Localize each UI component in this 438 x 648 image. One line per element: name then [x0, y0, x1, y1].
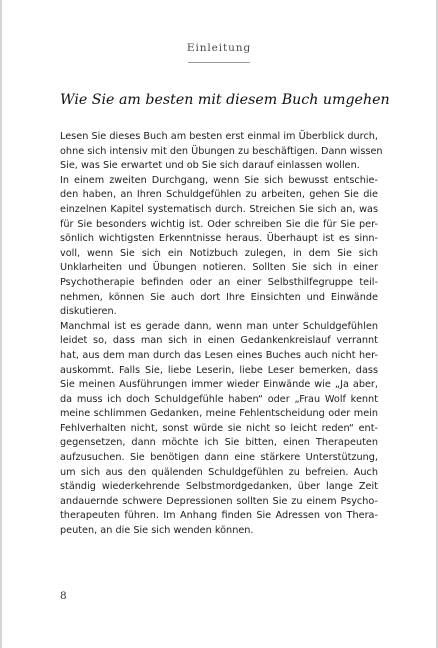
text-line: leidet so, dass man sich in einen Gedankenkreislauf verrannt [60, 335, 378, 347]
text-line: da muss ich doch Schuldgefühle haben“ oder „Frau Wolf kennt [60, 393, 378, 405]
page-number: 8 [60, 590, 67, 602]
text-line: ständig wiederkehrende Selbstmordgedanken, über lange Zeit [60, 481, 378, 493]
text-line: Psychotherapie befinden oder an einer Selbsthilfegruppe teil- [60, 276, 378, 288]
running-head: Einleitung [186, 42, 252, 54]
text-line: Sie, was Sie erwartet und ob Sie sich darauf einlassen wollen. [60, 160, 360, 172]
text-line: einzelnen Kapitel systematisch durch. Streichen Sie sich an, was [60, 203, 378, 215]
text-line: aufzusuchen. Sie benötigen dann eine stärkere Unterstützung, [60, 452, 378, 464]
text-line: für Sie besonders wichtig ist. Oder schreiben Sie die für Sie per- [60, 218, 378, 230]
running-head-rule [188, 62, 250, 63]
text-line: diskutieren. [60, 306, 117, 318]
text-line: andauernde schwere Depressionen sollten Sie zu einem Psycho- [60, 495, 378, 507]
text-line: den haben, an Ihren Schuldgefühlen zu arbeiten, gehen Sie die [60, 189, 378, 201]
text-line: um sich aus den quälenden Schuldgefühlen zu befreien. Auch [60, 466, 378, 478]
text-line: voll, wenn Sie sich ein Notizbuch zulegen, in dem Sie sich [60, 247, 378, 259]
text-line: Manchmal ist es gerade dann, wenn man unter Schuldgefühlen [60, 320, 378, 332]
text-line: peuten, an die Sie sich wenden können. [60, 525, 254, 537]
text-line: gegensetzen, dann möchte ich Sie bitten, einen Therapeuten [60, 437, 378, 449]
text-line: Unklarheiten und Übungen notieren. Sollten Sie sich in einer [60, 262, 378, 274]
text-line: hat, aus dem man durch das Lesen eines Buches auch nicht her- [60, 349, 378, 361]
text-line: Fehlverhalten nicht, sonst würde sie nicht so leicht reden“ ent- [60, 422, 378, 434]
page-edge-left [0, 0, 2, 648]
text-line: Lesen Sie dieses Buch am besten erst einmal im Überblick durch, [60, 131, 378, 142]
text-line: auskommt. Falls Sie, liebe Leserin, liebe Leser bemerken, dass [60, 364, 378, 376]
text-line: In einem zweiten Durchgang, wenn Sie sich bewusst entschie- [60, 174, 378, 186]
text-line: sönlich wichtigsten Erkenntnisse heraus. Überhaupt ist es sinn- [60, 233, 378, 245]
text-line: Sie meinen Ausführungen immer wieder Einwände wie „Ja aber, [60, 379, 378, 391]
text-line: therapeuten führen. Im Anhang finden Sie Adressen von Thera- [60, 510, 378, 522]
text-line: nehmen, können Sie auch dort Ihre Einsichten und Einwände [60, 291, 378, 303]
section-title: Wie Sie am besten mit diesem Buch umgehen [60, 92, 390, 108]
text-line: meine schlimmen Gedanken, meine Fehlentscheidung oder mein [60, 408, 378, 420]
text-line: ohne sich intensiv mit den Übungen zu beschäftigen. Dann wissen [60, 145, 383, 157]
body-text [60, 130, 383, 539]
